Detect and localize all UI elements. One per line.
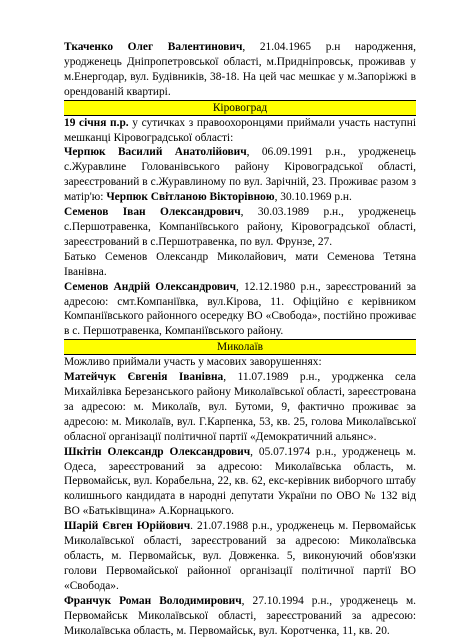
intro-text: Можливо приймали участь у масових заворушеннях: xyxy=(64,356,322,369)
person-name: Семенов Андрій Олександрович xyxy=(64,280,236,293)
person-details: , 05.07.1974 р.н., уродженець м. Одеса, зареєстрований за адресою: Миколаївська область, м. Первомайськ, вул. Корабельна, 22, кв. 62, екс-керівник виборчого штабу колишнього кандидата в народні депутати України по ОВО № 132 від ВО «Батьківщина» А.Корнацького. xyxy=(64,445,416,518)
paragraph-parents xyxy=(64,250,416,280)
person-details: , 12.12.1980 р.н., зареєстрований за адресою: смт.Компаніївка, вул.Кірова, 11. Офіційно є керівником Компаніївського районного осередку ВО «Свобода», постійно проживає в с. Першотравенка, Компаніївського району. xyxy=(64,280,416,338)
region-heading-label: Миколаїв xyxy=(216,341,263,354)
person-details: , 21.04.1965 р.н народження, уродженець Дніпропетровської області, м.Придніпровськ, проживав у м.Енергодар, вул. Будівників, 38-18. На цей час мешкає у м.Запоріжжі в орендованій квартирі. xyxy=(64,41,416,98)
paragraph-semenov-andrii xyxy=(64,280,416,340)
person-details: , 11.07.1989 р.н., уродженка села Михайлівка Березанського району Миколаївської області, зареєстрована за адресою: м. Миколаїв, вул. Бутоми, 9, фактично проживає за адресою: м. Миколаїв, вул. Г.Карпенка, 53, кв. 25, голова Миколаївської обласної організації політичної партії «Демократичний альянс». xyxy=(64,371,416,443)
person-details: , 27.10.1994 р.н., уродженець м. Первомайськ Миколаївської області, зареєстрований за адресою: Миколаївська область, м. Первомайськ, вул. Коротченка, 11, кв. 20. xyxy=(64,594,416,637)
person-details: . 21.07.1988 р.н., уродженець м. Первомайськ Миколаївської області, зареєстрований за адресою: Миколаївська область, м. Первомайськ, вул. Довженка. 5, виконуючий обов'язки голови Первомайської районної організації політичної партії ВО «Свобода». xyxy=(64,520,417,592)
person-name: Черпюк Василий Анатолійович xyxy=(64,146,247,159)
relative-name: Черпюк Світланою Вікторівною xyxy=(106,191,275,204)
region-heading-kirovohrad xyxy=(64,100,416,116)
paragraph-intro-kirovohrad xyxy=(64,116,416,146)
paragraph-semenov-ivan xyxy=(64,205,416,250)
event-date: 19 січня п.р. xyxy=(64,116,129,129)
paragraph-sharii xyxy=(64,519,416,594)
parents-text: Батько Семенов Олександр Миколайович, мати Семенова Тетяна Іванівна. xyxy=(64,250,416,278)
region-heading-mykolaiv xyxy=(64,339,416,355)
relative-details: , 30.10.1969 р.н. xyxy=(274,191,352,204)
person-name: Семенов Іван Олександрович xyxy=(64,206,241,219)
person-name: Ткаченко Олег Валентинович xyxy=(64,41,243,53)
person-details: , 06.09.1991 р.н., уродженець с.Журавлине Голованівського району Кіровоградської області, зареєстрований в с.Журавлиному по вул. Зарічній, 23. Проживає разом з матір'ю: xyxy=(64,146,416,204)
person-details: , 30.03.1989 р.н., уродженець с.Першотравенка, Компаніївського району, Кіровоградської області, зареєстрований в с.Першотравенка, по вул. Фрунзе, 27. xyxy=(64,206,416,248)
person-name: Матейчук Євгенія Іванівна xyxy=(64,371,224,384)
paragraph-mateichuk xyxy=(64,370,416,445)
paragraph-intro-mykolaiv xyxy=(64,355,416,370)
paragraph-shkitin xyxy=(64,445,416,520)
paragraph-franchuk xyxy=(64,594,416,639)
person-name: Шкітін Олександр Олександрович xyxy=(64,445,251,458)
paragraph-tkachenko xyxy=(64,40,416,100)
intro-text: у сутичках з правоохоронцями приймали участь наступні мешканці Кіровоградської області: xyxy=(64,116,416,144)
document-body xyxy=(64,40,416,638)
person-name: Шарій Євген Юрійович xyxy=(64,520,191,533)
paragraph-cherpiuk xyxy=(64,145,416,205)
region-heading-label: Кіровоград xyxy=(212,101,268,114)
person-name: Франчук Роман Володимирович xyxy=(64,594,242,607)
